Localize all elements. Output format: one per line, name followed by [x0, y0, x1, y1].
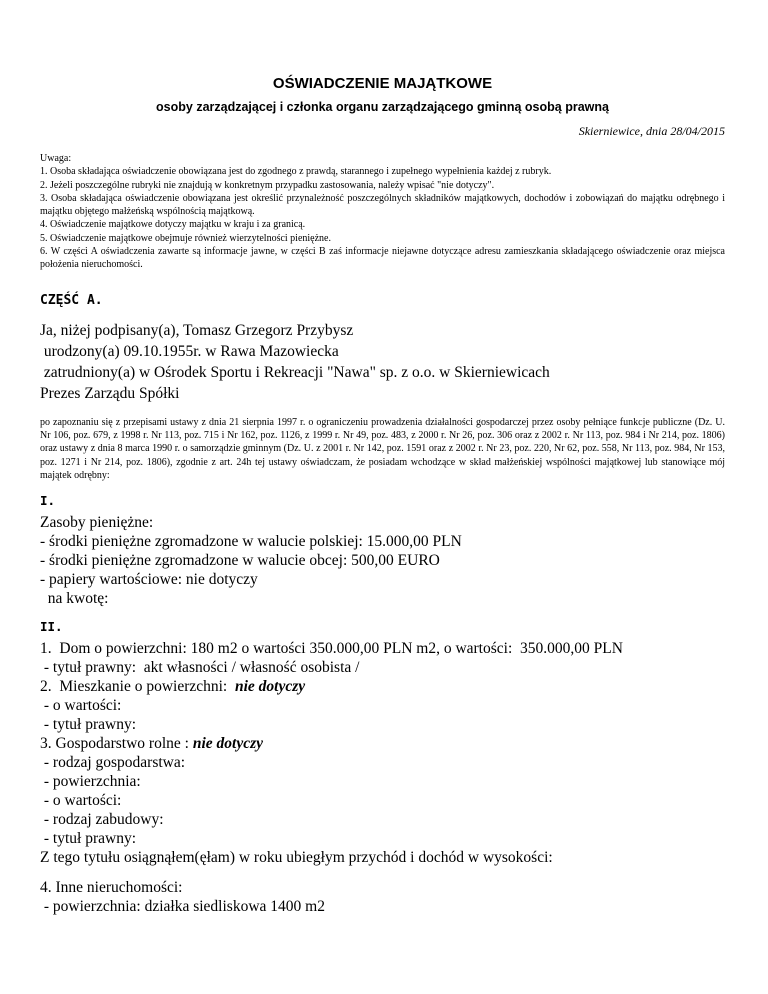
house-line: 1. Dom o powierzchni: 180 m2 o wartości 350.000,00 PLN m2, o wartości: 350.000,00 PLN: [40, 640, 623, 658]
section-1-line: - papiery wartościowe: nie dotyczy: [40, 571, 258, 589]
note-item: 1. Osoba składająca oświadczenie obowiązana jest do zgodnego z prawdą, starannego i zupełnego wypełnienia każdej z rubryk.: [40, 166, 552, 178]
farm-value: nie dotyczy: [192, 735, 263, 753]
note-item: 4. Oświadczenie majątkowe dotyczy majątku w kraju i za granicą.: [40, 219, 306, 231]
apartment-title-line: - tytuł prawny:: [40, 716, 136, 734]
farm-title-line: - tytuł prawny:: [40, 830, 136, 848]
apartment-line: [40, 677, 725, 696]
declarant-birth: urodzony(a) 09.10.1955r. w Rawa Mazowiecka: [40, 342, 339, 360]
declarant-info: [40, 320, 725, 404]
section-1-line: - środki pieniężne zgromadzone w walucie obcej: 500,00 EURO: [40, 552, 440, 570]
house-title-line: - tytuł prawny: akt własności / własność osobista /: [40, 659, 360, 677]
apartment-label: 2. Mieszkanie o powierzchni:: [40, 678, 235, 696]
note-item: 6. W części A oświadczenia zawarte są informacje jawne, w części B zaś informacje niejawne dotyczące adresu zamieszkania składającego oświadczenie oraz miejsca położenia nieruchomości.: [40, 246, 725, 271]
note-item: 5. Oświadczenie majątkowe obejmuje również wierzytelności pieniężne.: [40, 232, 331, 244]
farm-income-line: Z tego tytułu osiągnąłem(ęłam) w roku ubiegłym przychód i dochód w wysokości:: [40, 849, 553, 867]
apartment-value-line: - o wartości:: [40, 697, 122, 715]
farm-building-line: - rodzaj zabudowy:: [40, 811, 164, 829]
section-2-heading: II.: [40, 619, 63, 635]
section-1-content: [40, 513, 725, 608]
part-a-heading: CZĘŚĆ A.: [40, 292, 103, 308]
document-title: OŚWIADCZENIE MAJĄTKOWE: [272, 75, 493, 92]
other-property-line: 4. Inne nieruchomości:: [40, 879, 183, 897]
legal-statement: po zapoznaniu się z przepisami ustawy z dnia 21 sierpnia 1997 r. o ograniczeniu prowadzenia działalności gospodarczej przez osoby pełniące funkcje publiczne (Dz. U. Nr 106, poz. 679, z 1998 r. Nr 113, poz. 715 i Nr 162, poz. 1126, z 1999 r. Nr 49, poz. 483, z 2000 r. Nr 26, poz. 306 oraz z 2002 r. Nr 113, poz. 984 i Nr 214, poz. 1806) oraz ustawy z dnia 8 marca 1990 r. o samorządzie gminnym (Dz. U. z 2001 r. Nr 142, poz. 1591 oraz z 2002 r. Nr 23, poz. 220, Nr 62, poz. 558, Nr 113, poz. 984, Nr 153, poz. 1271 i Nr 214, poz. 1806), zgodnie z art. 24h tej ustawy oświadczam, że posiadam wchodzące w skład małżeńskiej wspólności majątkowej lub stanowiące mój majątek odrębny:: [40, 416, 725, 481]
section-1-line: na kwotę:: [40, 590, 109, 608]
declarant-name: Ja, niżej podpisany(a), Tomasz Grzegorz Przybysz: [40, 321, 354, 339]
section-1-line: - środki pieniężne zgromadzone w walucie polskiej: 15.000,00 PLN: [40, 533, 462, 551]
notes-block: [40, 152, 725, 272]
declarant-position: Prezes Zarządu Spółki: [40, 384, 180, 402]
farm-type-line: - rodzaj gospodarstwa:: [40, 754, 186, 772]
section-2-content: [40, 639, 725, 916]
note-item: 3. Osoba składająca oświadczenie obowiązana jest określić przynależność poszczególnych składników majątkowych, dochodów i zobowiązań do majątku odrębnego i majątku objętego małżeńską wspólnością majątkową.: [40, 192, 725, 218]
section-1-line: Zasoby pieniężne:: [40, 514, 154, 532]
other-property-area-line: - powierzchnia: działka siedliskowa 1400 m2: [40, 898, 325, 916]
notes-heading: Uwaga:: [40, 153, 72, 164]
farm-line: [40, 734, 725, 753]
apartment-value: nie dotyczy: [234, 678, 306, 696]
document-subtitle: osoby zarządzającej i członka organu zarządzającego gminną osobą prawną: [156, 100, 609, 114]
note-item: 2. Jeżeli poszczególne rubryki nie znajdują w konkretnym przypadku zastosowania, należy wpisać "nie dotyczy".: [40, 179, 495, 191]
declarant-employer: zatrudniony(a) w Ośrodek Sportu i Rekreacji "Nawa" sp. z o.o. w Skierniewicach: [40, 363, 550, 381]
document-date: Skierniewice, dnia 28/04/2015: [578, 124, 725, 138]
section-1-heading: I.: [40, 493, 56, 509]
farm-area-line: - powierzchnia:: [40, 773, 141, 791]
farm-label: 3. Gospodarstwo rolne :: [40, 735, 193, 753]
farm-value-line: - o wartości:: [40, 792, 122, 810]
